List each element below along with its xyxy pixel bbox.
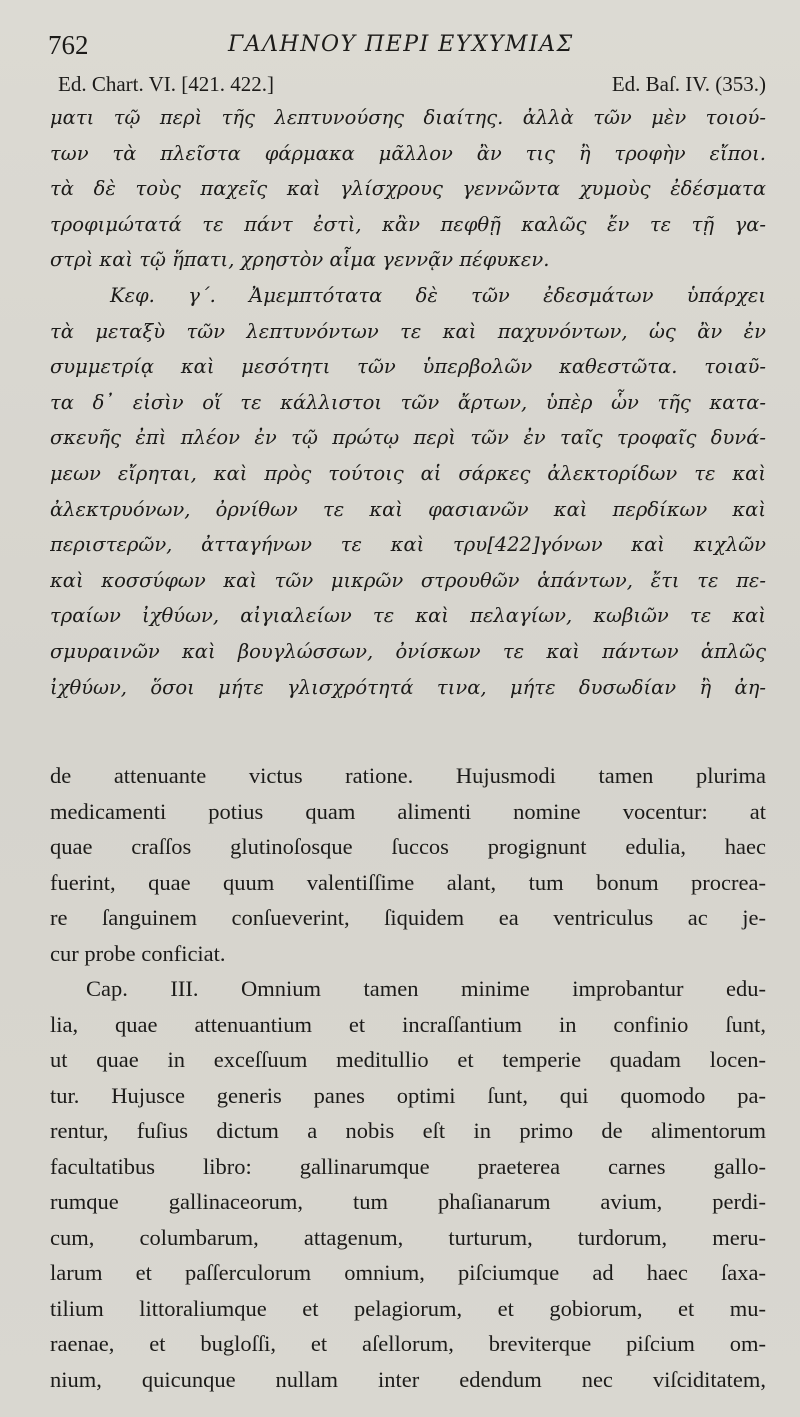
greek-line: τὰ μεταξὺ τῶν λεπτυνόντων τε καὶ παχυνόντων, ὡς ἂν ἐν bbox=[50, 319, 766, 343]
latin-line: re ſanguinem conſueverint, ſiquidem ea ventriculus ac je- bbox=[50, 905, 766, 930]
running-title: ΓΑΛΗΝΟΥ ΠΕΡΙ ΕΥΧΥΜΙΑΣ bbox=[228, 32, 574, 57]
edition-basel: Ed. Baſ. IV. (353.) bbox=[611, 72, 766, 96]
greek-line: σκευῆς ἐπὶ πλέον ἐν τῷ πρώτῳ περὶ τῶν ἐν ταῖς τροφαῖς δυνά- bbox=[50, 426, 766, 450]
latin-line: facultatibus libro: gallinarumque praeterea carnes gallo- bbox=[50, 1153, 766, 1179]
latin-line: de attenuante victus ratione. Hujusmodi tamen plurima bbox=[50, 763, 766, 788]
greek-line: καὶ κοσσύφων καὶ τῶν μικρῶν στρουθῶν ἁπάντων, ἔτι τε πε- bbox=[50, 568, 766, 592]
latin-line: raenae, et bugloſſi, et aſellorum, breviterque piſcium om- bbox=[50, 1331, 766, 1356]
latin-line: Cap. III. Omnium tamen minime improbantur edu- bbox=[86, 976, 766, 1001]
edition-chartier: Ed. Chart. VI. [421. 422.] bbox=[58, 72, 274, 96]
latin-line: nium, quicunque nullam inter edendum nec viſciditatem, bbox=[50, 1366, 766, 1392]
greek-line: ἰχθύων, ὅσοι μήτε γλισχρότητά τινα, μήτε δυσωδίαν ἢ ἀη- bbox=[50, 675, 766, 699]
greek-line: ἀλεκτρυόνων, ὀρνίθων τε καὶ φασιανῶν καὶ περδίκων καὶ bbox=[50, 497, 766, 521]
latin-line: rentur, fuſius dictum a nobis eſt in primo de alimentorum bbox=[50, 1118, 766, 1143]
latin-line: quae craſſos glutinoſosque ſuccos progignunt edulia, haec bbox=[50, 834, 766, 859]
latin-line: ut quae in exceſſuum meditullio et temperie quadam locen- bbox=[50, 1047, 766, 1072]
greek-line: συμμετρίᾳ καὶ μεσότητι τῶν ὑπερβολῶν καθεστῶτα. τοιαῦ- bbox=[50, 355, 766, 379]
greek-line: τὰ δὲ τοὺς παχεῖς καὶ γλίσχρους γεννῶντα χυμοὺς ἐδέσματα bbox=[50, 177, 766, 201]
latin-line: lia, quae attenuantium et incraſſantium in confinio ſunt, bbox=[50, 1011, 766, 1037]
greek-line: τροφιμώτατά τε πάντ ἐστὶ, κἂν πεφθῇ καλῶς ἔν τε τῇ γα- bbox=[50, 212, 766, 236]
greek-text-block bbox=[50, 100, 766, 705]
page-number: 762 bbox=[48, 30, 89, 60]
edition-references bbox=[58, 72, 766, 100]
latin-line: tilium littoraliumque et pelagiorum, et gobiorum, et mu- bbox=[50, 1295, 766, 1321]
greek-line: περιστερῶν, ἀτταγήνων τε καὶ τρυ[422]γόνων καὶ κιχλῶν bbox=[50, 533, 766, 557]
greek-line: των τὰ πλεῖστα φάρμακα μᾶλλον ἂν τις ἢ τροφὴν εἴποι. bbox=[50, 141, 766, 165]
latin-line: tur. Hujusce generis panes optimi ſunt, qui quomodo pa- bbox=[50, 1082, 766, 1108]
latin-text-block bbox=[50, 758, 766, 1397]
greek-line: τα δ᾽ εἰσὶν οἵ τε κάλλιστοι τῶν ἄρτων, ὑπὲρ ὧν τῆς κατα- bbox=[50, 390, 766, 414]
greek-line: στρὶ καὶ τῷ ἥπατι, χρηστὸν αἷμα γεννᾷν πέφυκεν. bbox=[50, 248, 550, 272]
greek-line: μεων εἴρηται, καὶ πρὸς τούτοις αἱ σάρκες ἀλεκτορίδων τε καὶ bbox=[50, 461, 766, 485]
latin-line: larum et paſſerculorum omnium, piſciumque ad haec ſaxa- bbox=[50, 1260, 766, 1285]
latin-line: cur probe conficiat. bbox=[50, 940, 226, 966]
latin-line: cum, columbarum, attagenum, turturum, turdorum, meru- bbox=[50, 1224, 766, 1250]
latin-line: rumque gallinaceorum, tum phaſianarum avium, perdi- bbox=[50, 1189, 766, 1214]
page-header bbox=[48, 28, 764, 68]
greek-line: τραίων ἰχθύων, αἰγιαλείων τε καὶ πελαγίων, κωβιῶν τε καὶ bbox=[50, 604, 766, 628]
greek-line: Κεφ. γ΄. Ἀμεμπτότατα δὲ τῶν ἐδεσμάτων ὑπάρχει bbox=[110, 283, 766, 307]
latin-line: fuerint, quae quum valentiſſime alant, tum bonum procrea- bbox=[50, 869, 766, 895]
greek-line: σμυραινῶν καὶ βουγλώσσων, ὀνίσκων τε καὶ πάντων ἁπλῶς bbox=[50, 639, 766, 663]
latin-line: medicamenti potius quam alimenti nomine vocentur: at bbox=[50, 798, 766, 824]
greek-line: ματι τῷ περὶ τῆς λεπτυνούσης διαίτης. ἀλλὰ τῶν μὲν τοιού- bbox=[50, 106, 766, 129]
